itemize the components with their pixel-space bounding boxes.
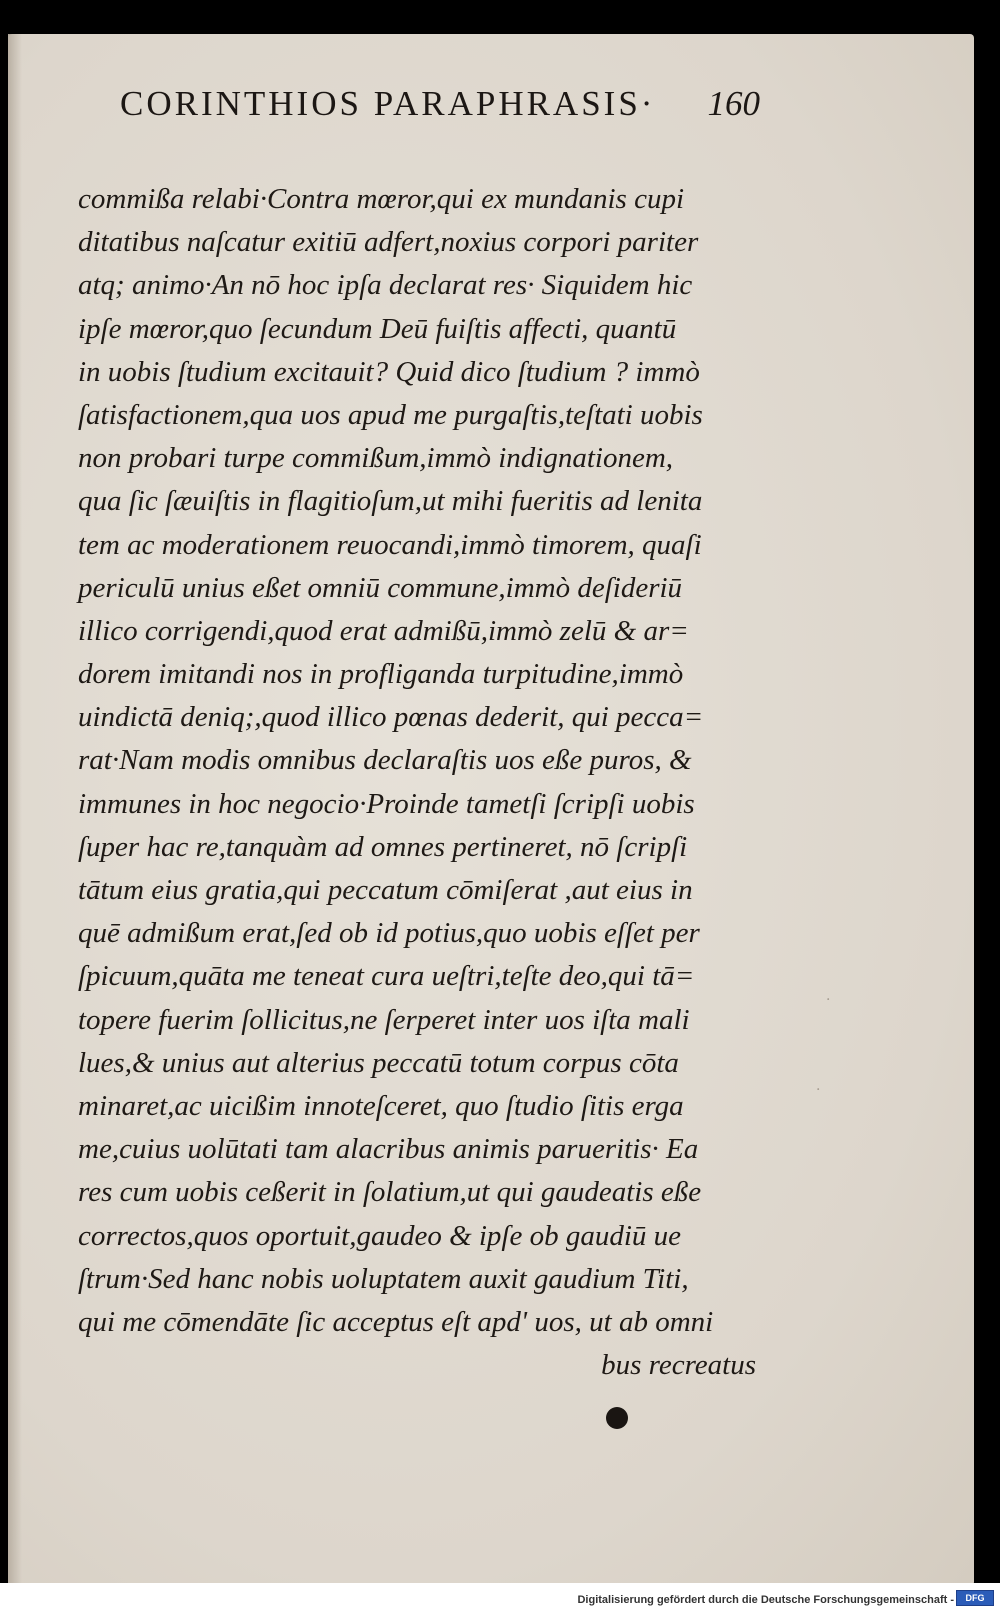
text-line: res cum uobis ceßerit in ſolatium,ut qui gaudeatis eße [78,1176,702,1209]
funding-credit: Digitalisierung gefördert durch die Deutsche Forschungsgemeinschaft - [577,1594,954,1606]
signature-dot-ornament [606,1407,628,1429]
page-header [120,84,760,134]
text-line: ipſe mœror,quo ſecundum Deū fuiſtis affecti, quantū [78,312,677,345]
dfg-logo: DFG [956,1590,994,1606]
footer-bar [0,1583,1000,1611]
text-line: ſpicuum,quāta me teneat cura ueſtri,teſte deo,qui tā= [78,960,695,993]
text-line: tātum eius gratia,qui peccatum cōmiſerat ,aut eius in [78,874,693,906]
book-page [8,34,974,1586]
text-line: immunes in hoc negocio·Proinde tametſi ſcripſi uobis [78,787,695,820]
body-text [78,178,778,1387]
text-line: atq; animo·An nō hoc ipſa declarat res· Siquidem hic [78,269,693,302]
text-line: dorem imitandi nos in profliganda turpitudine,immò [78,658,684,691]
text-line: topere fuerim ſollicitus,ne ſerperet inter uos iſta mali [78,1003,690,1036]
page-gutter-shadow [8,34,22,1586]
catchword: bus recreatus [601,1349,756,1382]
text-line: periculū unius eßet omniū commune,immò deſideriū [78,571,683,604]
folio-number: 160 [707,84,760,123]
text-line: illico corrigendi,quod erat admißū,immò zelū & ar= [78,614,689,647]
text-line: ditatibus naſcatur exitiū adfert,noxius corpori pariter [78,226,699,259]
running-head: CORINTHIOS PARAPHRASIS· [120,84,656,123]
text-line: correctos,quos oportuit,gaudeo & ipſe ob gaudiū ue [78,1219,682,1252]
text-line: lues,& unius aut alterius peccatū totum corpus cōta [78,1046,679,1079]
text-line: ſuper hac re,tanquàm ad omnes pertineret, nō ſcripſi [78,830,688,863]
bleed-through-mark: · [816,1082,821,1098]
text-line: ſtrum·Sed hanc nobis uoluptatem auxit gaudium Titi, [78,1262,689,1295]
text-line: tem ac moderationem reuocandi,immò timorem, quaſi [78,528,702,561]
text-line: me,cuius uolūtati tam alacribus animis parueritis· Ea [78,1133,699,1166]
text-line: qua ſic ſæuiſtis in flagitioſum,ut mihi fueritis ad lenita [78,485,703,518]
text-line: minaret,ac uicißim innoteſceret, quo ſtudio ſitis erga [78,1089,684,1122]
text-line: commißa relabi·Contra mœror,qui ex mundanis cupi [78,183,685,215]
text-line: qui me cōmendāte ſic acceptus eſt apd' uos, ut ab omni [78,1305,714,1338]
text-line: uindictā deniq;,quod illico pœnas dederit, qui pecca= [78,701,704,734]
bleed-through-mark: · [826,992,831,1008]
text-line: quē admißum erat,ſed ob id potius,quo uobis eſſet per [78,917,700,950]
text-line: rat·Nam modis omnibus declaraſtis uos eße puros, & [78,744,692,777]
text-line: ſatisfactionem,qua uos apud me purgaſtis,teſtati uobis [78,398,703,431]
text-line: in uobis ſtudium excitauit? Quid dico ſtudium ? immò [78,355,700,388]
text-line: non probari turpe commißum,immò indignationem, [78,442,674,475]
